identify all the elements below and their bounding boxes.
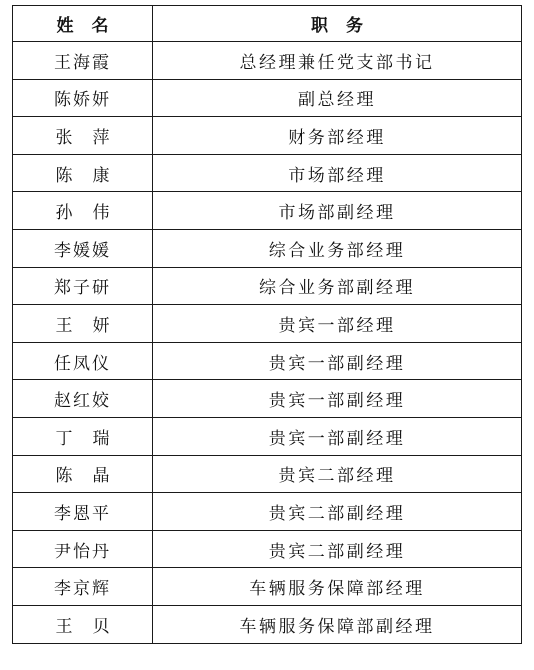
staff-title-cell: 贵宾一部副经理 — [153, 417, 522, 455]
table-body — [13, 42, 522, 644]
staff-name-cell: 张萍 — [13, 117, 153, 155]
staff-name-cell: 陈娇妍 — [13, 79, 153, 117]
staff-title-cell: 贵宾一部经理 — [153, 305, 522, 343]
staff-name-cell: 李媛媛 — [13, 229, 153, 267]
staff-title-cell: 财务部经理 — [153, 117, 522, 155]
staff-title-cell: 贵宾一部副经理 — [153, 342, 522, 380]
staff-title-cell: 综合业务部经理 — [153, 229, 522, 267]
header-title: 职务 — [153, 6, 522, 42]
staff-name-cell: 陈康 — [13, 154, 153, 192]
staff-name-cell: 尹怡丹 — [13, 530, 153, 568]
table-row — [13, 305, 522, 343]
table-row — [13, 154, 522, 192]
table-row — [13, 455, 522, 493]
staff-title-cell: 副总经理 — [153, 79, 522, 117]
staff-title-cell: 贵宾一部副经理 — [153, 380, 522, 418]
staff-title-cell: 综合业务部副经理 — [153, 267, 522, 305]
staff-name-cell: 孙伟 — [13, 192, 153, 230]
header-name: 姓名 — [13, 6, 153, 42]
staff-name-cell: 李京辉 — [13, 568, 153, 606]
table-row — [13, 493, 522, 531]
staff-title-cell: 贵宾二部副经理 — [153, 493, 522, 531]
staff-name-cell: 王贝 — [13, 605, 153, 643]
table-row — [13, 267, 522, 305]
header-row — [13, 6, 522, 42]
staff-title-cell: 市场部副经理 — [153, 192, 522, 230]
staff-title-cell: 车辆服务保障部经理 — [153, 568, 522, 606]
table-row — [13, 42, 522, 80]
table-row — [13, 380, 522, 418]
table-row — [13, 229, 522, 267]
staff-name-cell: 王海霞 — [13, 42, 153, 80]
table-row — [13, 417, 522, 455]
staff-title-cell: 市场部经理 — [153, 154, 522, 192]
table-row — [13, 568, 522, 606]
staff-name-cell: 王妍 — [13, 305, 153, 343]
staff-position-table — [12, 5, 522, 644]
staff-name-cell: 丁瑞 — [13, 417, 153, 455]
table-row — [13, 342, 522, 380]
staff-name-cell: 任凤仪 — [13, 342, 153, 380]
staff-title-cell: 总经理兼任党支部书记 — [153, 42, 522, 80]
table-row — [13, 117, 522, 155]
staff-title-cell: 车辆服务保障部副经理 — [153, 605, 522, 643]
table-row — [13, 605, 522, 643]
table-header — [13, 6, 522, 42]
table-row — [13, 79, 522, 117]
staff-name-cell: 郑子研 — [13, 267, 153, 305]
staff-title-cell: 贵宾二部经理 — [153, 455, 522, 493]
table-row — [13, 192, 522, 230]
staff-name-cell: 陈晶 — [13, 455, 153, 493]
staff-name-cell: 李恩平 — [13, 493, 153, 531]
staff-title-cell: 贵宾二部副经理 — [153, 530, 522, 568]
table-row — [13, 530, 522, 568]
staff-name-cell: 赵红姣 — [13, 380, 153, 418]
